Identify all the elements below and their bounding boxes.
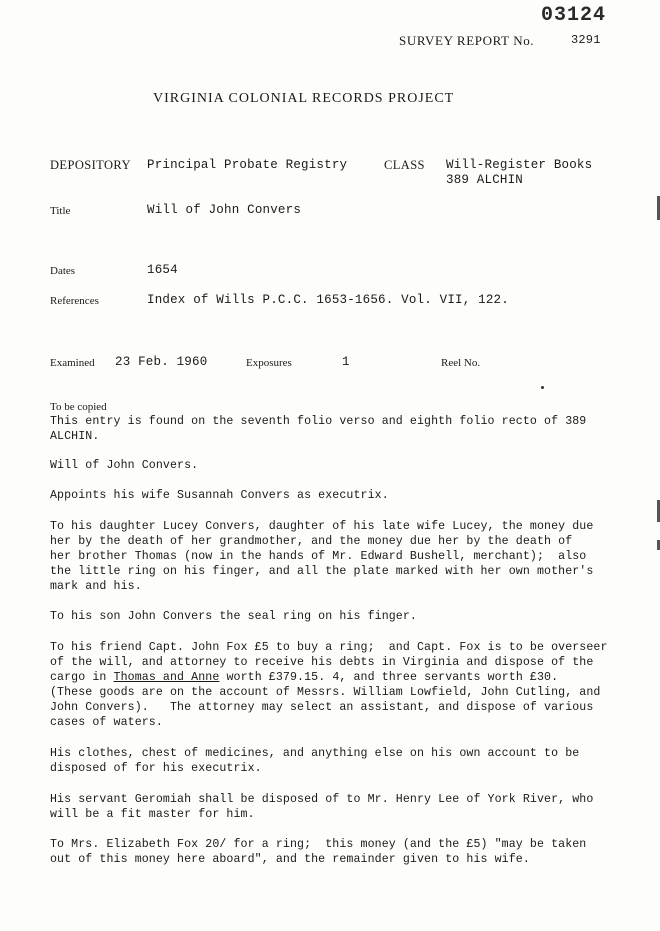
paragraph-will-heading: Will of John Convers.	[50, 459, 199, 472]
stamp-number: 03124	[541, 4, 607, 27]
paragraph-location	[50, 414, 640, 444]
paragraph-executrix: Appoints his wife Susannah Convers as executrix.	[50, 489, 389, 502]
paragraph-daughter-bequest	[50, 519, 640, 594]
ink-speck	[541, 386, 544, 389]
paragraph-mrs-fox	[50, 837, 640, 867]
paragraph-clothes	[50, 746, 640, 776]
paragraph-line: her by the death of her grandmother, and the money due her by the death of	[50, 535, 573, 548]
paragraph-line: John Convers). The attorney may select an assistant, and dispose of various	[50, 701, 594, 714]
paragraph-line: out of this money here aboard", and the remainder given to his wife.	[50, 853, 530, 866]
paragraph-line: mark and his.	[50, 580, 142, 593]
paragraph-son-bequest: To his son John Convers the seal ring on his finger.	[50, 610, 417, 623]
paragraph-line: To his daughter Lucey Convers, daughter of his late wife Lucey, the money due	[50, 520, 594, 533]
dates-value: 1654	[147, 263, 178, 277]
class-label: CLASS	[384, 158, 425, 172]
paragraph-line: His servant Geromiah shall be disposed of to Mr. Henry Lee of York River, who	[50, 793, 594, 806]
paragraph-servant	[50, 792, 640, 822]
paragraph-line: ALCHIN.	[50, 430, 100, 443]
paragraph-line: (These goods are on the account of Messrs. William Lowfield, John Cutling, and	[50, 686, 601, 699]
paragraph-fox-bequest	[50, 640, 640, 730]
dates-label: Dates	[50, 265, 76, 277]
paragraph-line: To his friend Capt. John Fox £5 to buy a ring; and Capt. Fox is to be overseer	[50, 641, 608, 654]
exposures-value: 1	[342, 355, 350, 369]
paragraph-line: disposed of for his executrix.	[50, 762, 262, 775]
class-value-line1: Will-Register Books	[446, 158, 593, 172]
references-label: References	[50, 295, 99, 307]
paragraph-line: worth £379.15. 4, and three servants worth £30.	[219, 671, 559, 684]
class-value-line2: 389 ALCHIN	[446, 173, 524, 187]
paragraph-line: of the will, and attorney to receive his debts in Virginia and dispose of the	[50, 656, 594, 669]
paragraph-line: To Mrs. Elizabeth Fox 20/ for a ring; this money (and the £5) "may be taken	[50, 838, 587, 851]
exposures-label: Exposures	[246, 357, 292, 369]
paragraph-line: This entry is found on the seventh folio verso and eighth folio recto of 389	[50, 415, 587, 428]
depository-label: DEPOSITORY	[50, 158, 131, 172]
paragraph-line: the little ring on his finger, and all the plate marked with her own mother's	[50, 565, 594, 578]
ship-name: Thomas and Anne	[113, 671, 220, 684]
examined-label: Examined	[50, 357, 95, 369]
title-value: Will of John Convers	[147, 203, 302, 217]
project-title: VIRGINIA COLONIAL RECORDS PROJECT	[153, 91, 455, 106]
references-value: Index of Wills P.C.C. 1653-1656. Vol. VII, 122.	[147, 293, 509, 307]
to-be-copied-label: To be copied	[50, 401, 107, 413]
paragraph-line: cargo in	[50, 671, 114, 684]
paragraph-line: cases of waters.	[50, 716, 163, 729]
survey-report-number: 3291	[571, 33, 601, 47]
paragraph-line: her brother Thomas (now in the hands of Mr. Edward Bushell, merchant); also	[50, 550, 587, 563]
paragraph-line: His clothes, chest of medicines, and anything else on his own account to be	[50, 747, 580, 760]
depository-value: Principal Probate Registry	[147, 158, 348, 172]
title-label: Title	[50, 205, 71, 217]
examined-value: 23 Feb. 1960	[115, 355, 208, 369]
survey-report-label: SURVEY REPORT No.	[399, 33, 535, 48]
reel-label: Reel No.	[441, 357, 481, 369]
paragraph-line: will be a fit master for him.	[50, 808, 255, 821]
